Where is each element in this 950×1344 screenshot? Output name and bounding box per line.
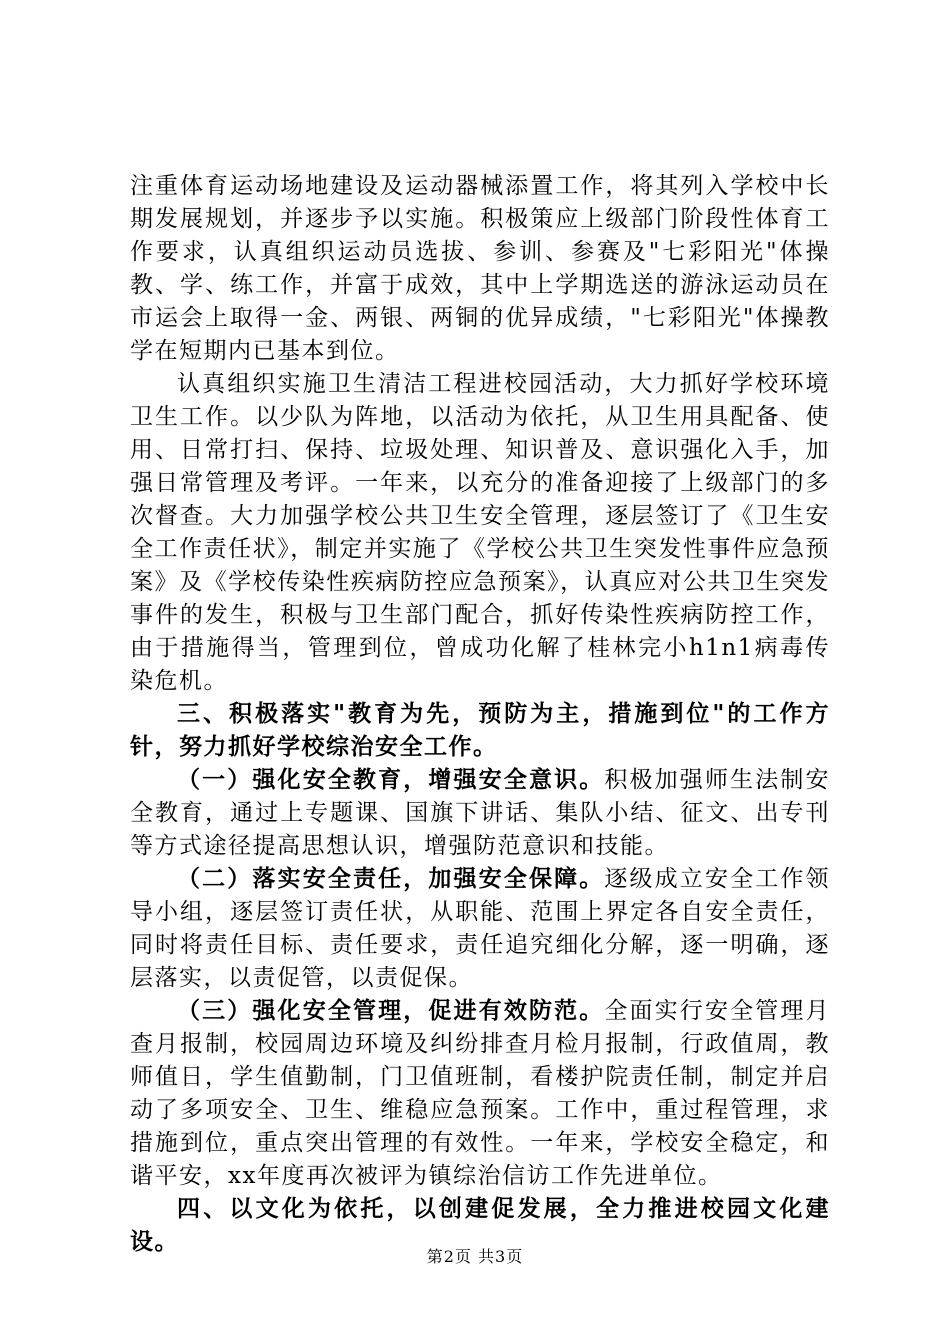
subsection-paragraph [130,764,830,863]
subsection-text: 全面实行安全管理月查月报制，校园周边环境及纠纷排查月检月报制，行政值周，教师值日，学生值勤制，门卫值班制，看楼护院责任制，制定并启动了多项安全、卫生、维稳应急预案。工作中，重过程管理，求措施到位，重点突出管理的有效性。一年来，学校安全稳定，和谐平安，xx年度再次被评为镇综治信访工作先进单位。 [130,998,831,1189]
section-heading: 三、积极落实"教育为先，预防为主，措施到位"的工作方针，努力抓好学校综治安全工作。 [130,701,830,760]
section-heading: 四、以文化为依托，以创建促发展，全力推进校园文化建设。 [130,1196,830,1255]
subsection-heading: （三）强化安全管理，促进有效防范。 [177,998,605,1024]
subsection-paragraph [130,995,830,1193]
page-number-footer: 第2页 共3页 [426,1247,524,1266]
subsection-heading: （二）落实安全责任，加强安全保障。 [177,866,605,892]
body-paragraph: 认真组织实施卫生清洁工程进校园活动，大力抓好学校环境卫生工作。以少队为阵地，以活动为依托，从卫生用具配备、使用、日常打扫、保持、垃圾处理、知识普及、意识强化入手，加强日常管理及考评。一年来，以充分的准备迎接了上级部门的多次督查。大力加强学校公共卫生安全管理，逐层签订了《卫生安全工作责任状》，制定并实施了《学校公共卫生突发性事件应急预案》及《学校传染性疾病防控应急预案》，认真应对公共卫生突发事件的发生，积极与卫生部门配合，抓好传染性疾病防控工作，由于措施得当，管理到位，曾成功化解了桂林完小h1n1病毒传染危机。 [130,371,830,694]
subsection-text: 逐级成立安全工作领导小组，逐层签订责任状，从职能、范围上界定各自安全责任，同时将责任目标、责任要求，责任追究细化分解，逐一明确，逐层落实，以责促管，以责促保。 [130,866,831,991]
document-body [130,170,830,1259]
subsection-text: 积极加强师生法制安全教育，通过上专题课、国旗下讲话、集队小结、征文、出专刊等方式途径提高思想认识，增强防范意识和技能。 [130,767,831,859]
subsection-paragraph [130,863,830,995]
body-paragraph: 注重体育运动场地建设及运动器械添置工作，将其列入学校中长期发展规划，并逐步予以实施。积极策应上级部门阶段性体育工作要求，认真组织运动员选拔、参训、参赛及"七彩阳光"体操教、学、练工作，并富于成效，其中上学期选送的游泳运动员在市运会上取得一金、两银、两铜的优异成绩，"七彩阳光"体操教学在短期内已基本到位。 [130,173,830,364]
subsection-heading: （一）强化安全教育，增强安全意识。 [177,767,605,793]
